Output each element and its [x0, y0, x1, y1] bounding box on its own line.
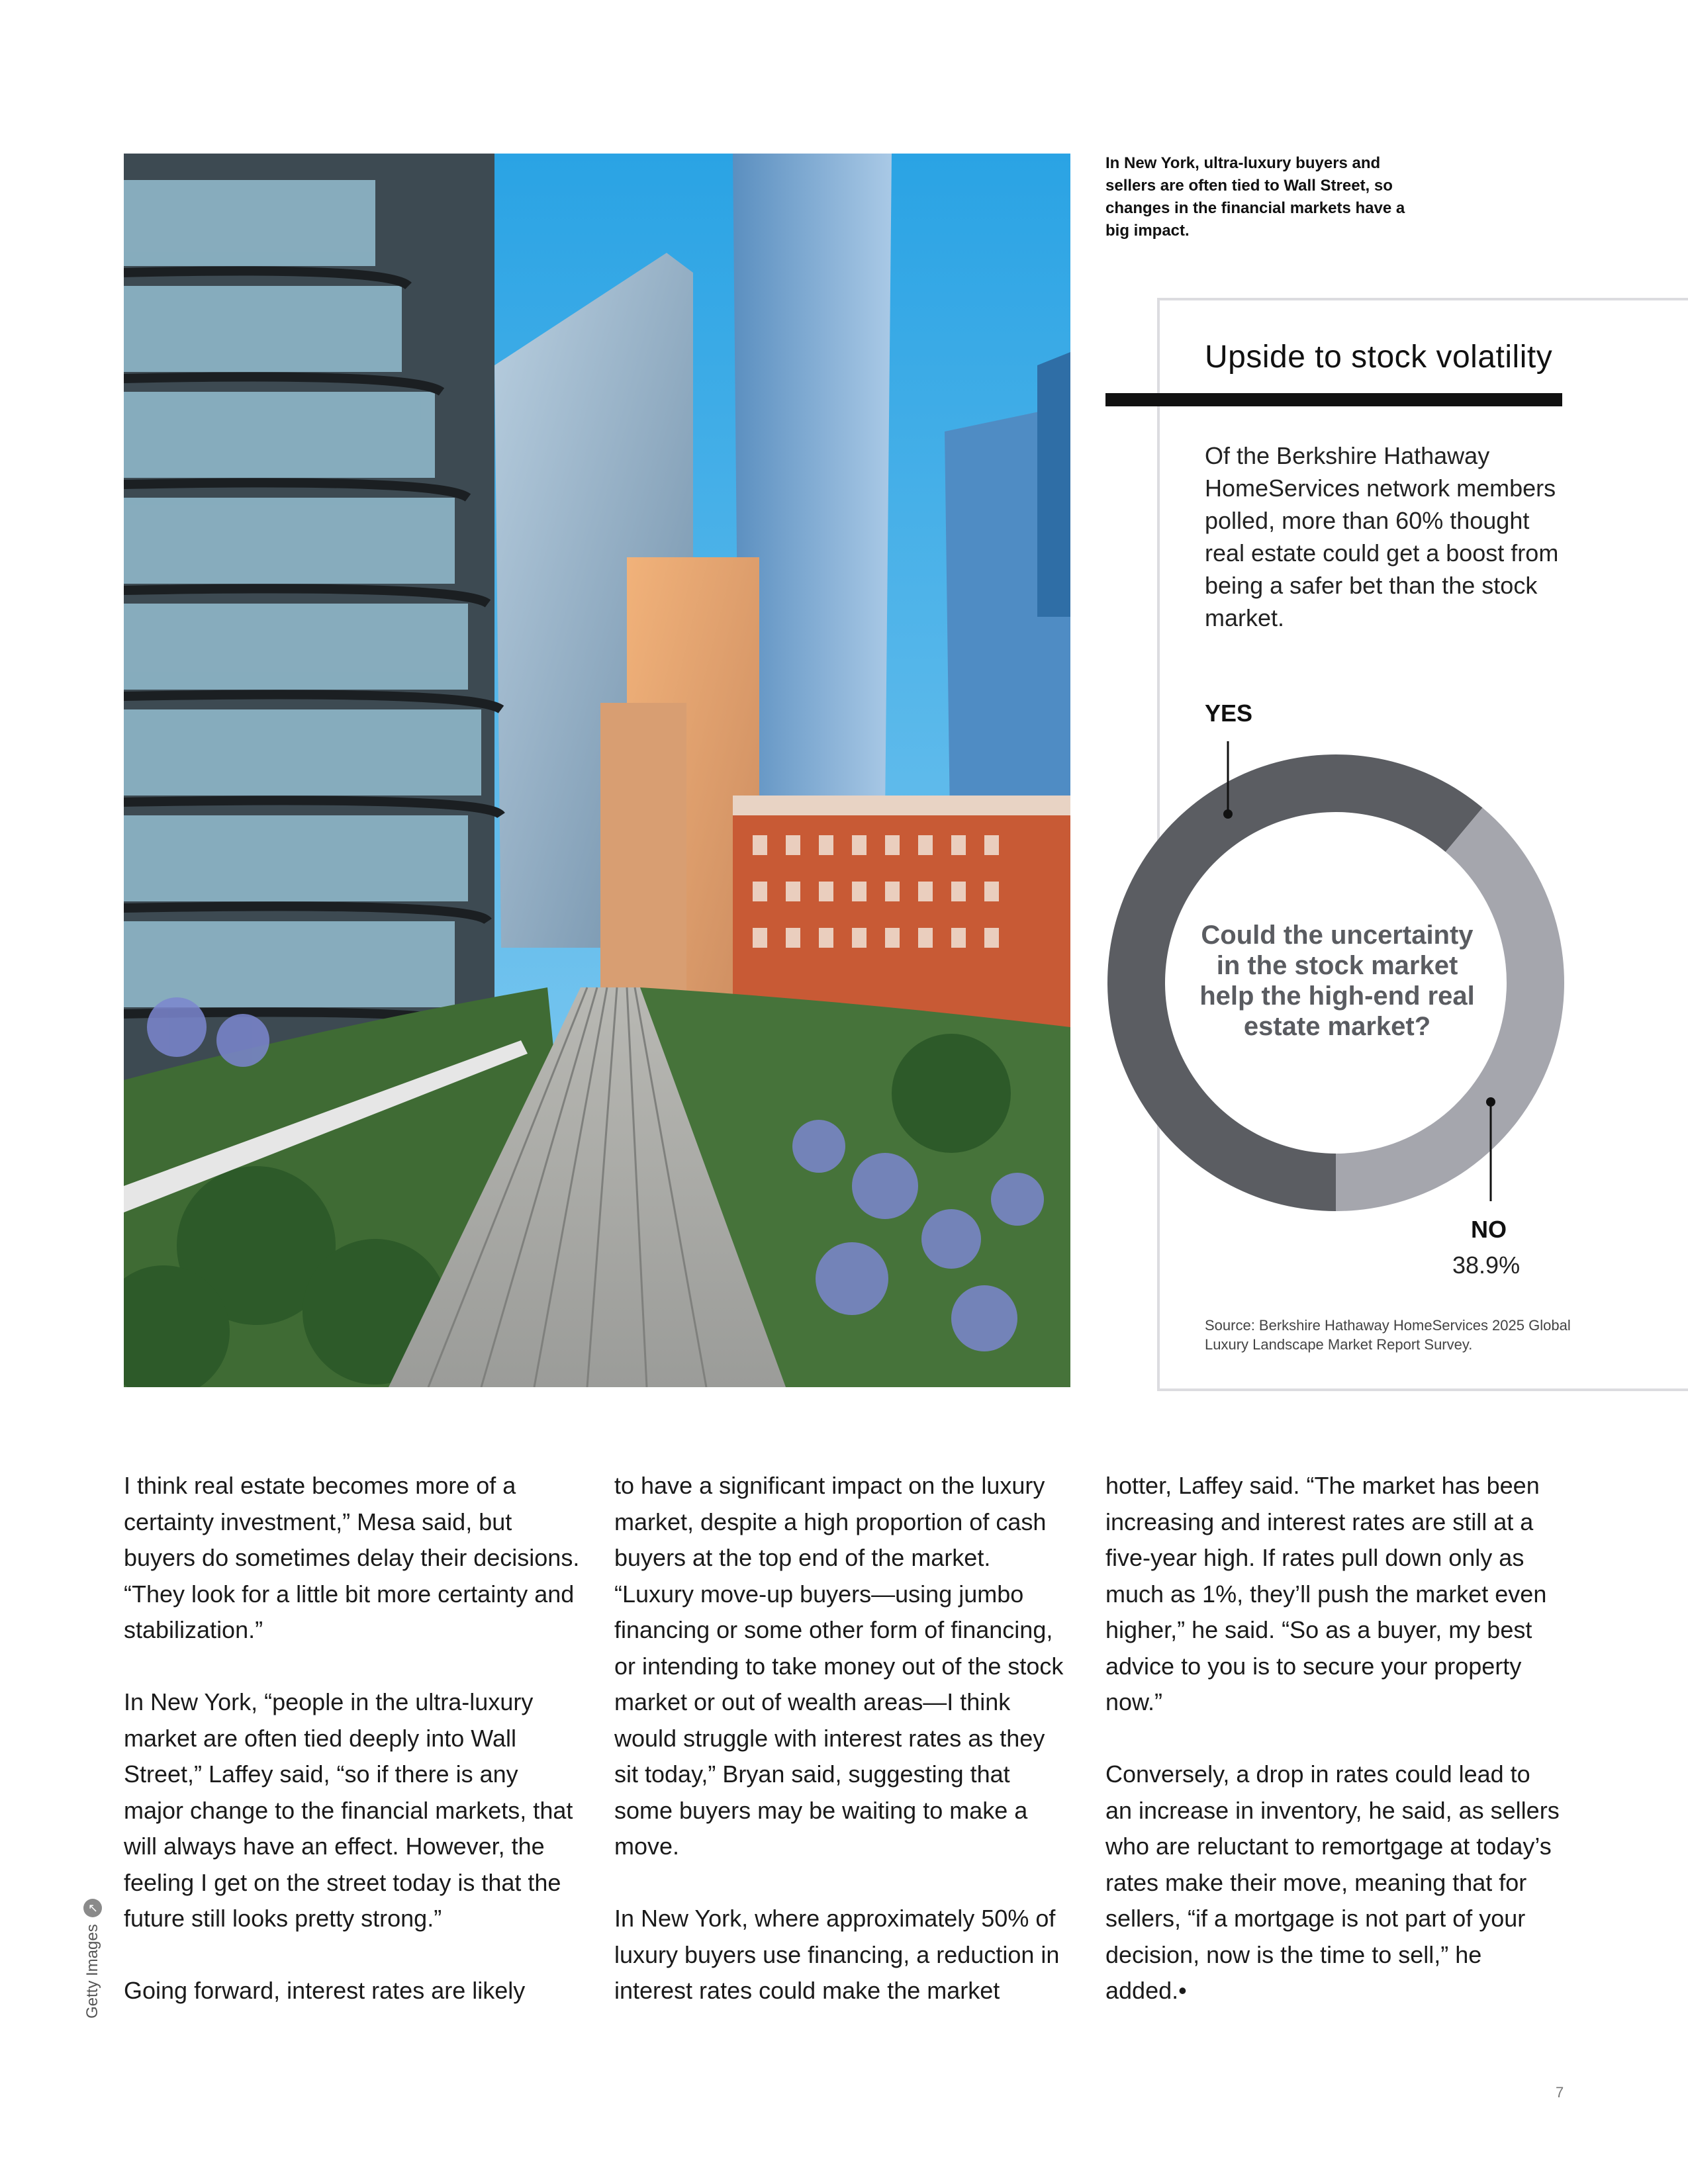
sidebar-title: Upside to stock volatility	[1205, 340, 1553, 375]
paragraph: In New York, where approximately 50% of luxury buyers use financing, a reduction in interest rates could make the market	[614, 1905, 1060, 2004]
page-number: 7	[1556, 2084, 1564, 2101]
photo-credit-text: Getty Images	[83, 1924, 101, 2019]
no-leader-dot	[1486, 1097, 1495, 1107]
paragraph: Conversely, a drop in rates could lead to an increase in inventory, he said, as sellers who are reluctant to remortgage at today’s rates make their move, meaning that for sellers, “if a mortgage is not part of your decision, now is the time to sell,” he added.•	[1105, 1760, 1560, 2004]
photo-credit	[83, 1886, 215, 2019]
chart-label-yes: YES	[1205, 700, 1253, 727]
chart-source: Source: Berkshire Hathaway HomeServices 2025 Global Luxury Landscape Market Report Survey.	[1205, 1317, 1571, 1353]
body-column-2	[614, 1468, 1071, 2009]
city-walkway-illustration	[124, 154, 1070, 1387]
arrow-icon: ↗	[83, 1899, 102, 1917]
paragraph: Going forward, interest rates are likely	[124, 1977, 526, 2004]
paragraph: to have a significant impact on the luxury market, despite a high proportion of cash buyers at the top end of the market. “Luxury move-up buyers—using jumbo financing or some other form of financing, or intending to take money out of the stock market or out of wealth areas—I think would struggle with interest rates as they sit today,” Bryan said, suggesting that some buyers may be waiting to make a move.	[614, 1472, 1064, 1860]
paragraph: I think real estate becomes more of a certainty investment,” Mesa said, but buyers do sometimes delay their decisions. “They look for a little bit more certainty and stabilization.”	[124, 1472, 580, 1643]
chart-label-no: NO	[1471, 1216, 1507, 1243]
yes-leader-dot	[1223, 809, 1233, 819]
paragraph: hotter, Laffey said. “The market has been increasing and interest rates are still at a five-year high. If rates pull down only as much as 1%, they’ll push the market even higher,” he said. “So as a buyer, my best advice to you is to secure your property now.”	[1105, 1472, 1547, 1715]
body-column-3	[1105, 1468, 1562, 2009]
chart-value-no: 38.9%	[1452, 1251, 1521, 1279]
hero-photo	[124, 154, 1070, 1387]
chart-question: Could the uncertainty in the stock market help the high-end real estate market?	[1199, 921, 1475, 1041]
paragraph: In New York, “people in the ultra-luxury market are often tied deeply into Wall Street,” Laffey said, “so if there is any major change to the financial markets, that will always have an effect. However, the feeling I get on the street today is that the future still looks pretty strong.”	[124, 1688, 573, 1932]
sidebar-description: Of the Berkshire Hathaway HomeServices network members polled, more than 60% thought real estate could get a boost from being a safer bet than the stock market.	[1205, 442, 1559, 631]
sidebar-rule	[1105, 393, 1562, 406]
photo-caption: In New York, ultra-luxury buyers and sellers are often tied to Wall Street, so changes in the financial markets have a big impact.	[1105, 154, 1405, 240]
